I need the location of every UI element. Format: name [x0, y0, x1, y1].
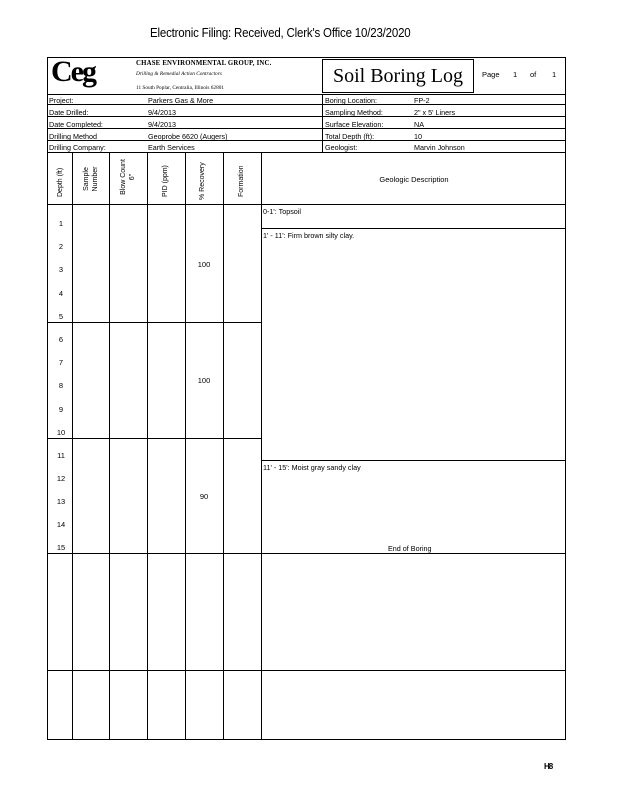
info-rule	[47, 104, 566, 105]
info-rule	[47, 116, 566, 117]
depth-5: 5	[58, 312, 64, 321]
sampling-method-value: 2" x 5' Liners	[414, 108, 456, 117]
end-rule	[47, 553, 566, 554]
page-number: 1	[513, 70, 518, 79]
depth-2: 2	[58, 242, 64, 251]
depth-4: 4	[58, 289, 64, 298]
end-of-boring: End of Boring	[388, 544, 432, 553]
blow-count-column-header: Blow Count 6"	[120, 159, 136, 195]
page-total: 1	[552, 70, 557, 79]
interval-rule	[47, 322, 261, 323]
depth-3: 3	[58, 265, 64, 274]
drilling-method-value: Geoprobe 6620 (Augers)	[148, 132, 228, 141]
layer-rule	[261, 228, 566, 229]
header-divider	[47, 94, 566, 95]
formation-column-header: Formation	[238, 165, 245, 197]
recovery-value: 100	[197, 260, 211, 269]
depth-1: 1	[58, 219, 64, 228]
geologist-value: Marvin Johnson	[414, 143, 465, 152]
column-divider	[72, 152, 73, 740]
blank-rule	[47, 670, 566, 671]
depth-8: 8	[58, 381, 64, 390]
page-footer-mark: H8	[544, 762, 553, 771]
info-divider	[322, 94, 323, 152]
depth-12: 12	[56, 474, 66, 483]
column-divider	[185, 152, 186, 740]
recovery-value: 100	[197, 376, 211, 385]
page-label: Page	[482, 70, 500, 79]
depth-6: 6	[58, 335, 64, 344]
company-address: 11 South Poplar, Centralia, Illinois 62801	[136, 85, 225, 91]
filing-stamp: Electronic Filing: Received, Clerk's Office 10/23/2020	[150, 26, 411, 40]
column-divider	[147, 152, 148, 740]
total-depth-value: 10	[414, 132, 422, 141]
date-drilled-label: Date Drilled:	[49, 108, 89, 117]
surface-elevation-value: NA	[414, 120, 424, 129]
recovery-value: 90	[199, 492, 209, 501]
project-value: Parkers Gas & More	[148, 96, 214, 105]
column-divider	[223, 152, 224, 740]
column-divider	[109, 152, 110, 740]
boring-location-label: Boring Location:	[325, 96, 377, 105]
company-subtitle: Drilling & Remedial Action Contractors	[136, 71, 222, 77]
total-depth-label: Total Depth (ft):	[325, 132, 375, 141]
depth-11: 11	[57, 451, 65, 460]
drilling-company-label: Drilling Company:	[49, 143, 106, 152]
depth-9: 9	[58, 405, 64, 414]
company-logo: Ceg	[51, 55, 95, 88]
sampling-method-label: Sampling Method:	[325, 108, 383, 117]
log-title: Soil Boring Log	[322, 59, 474, 93]
date-completed-value: 9/4/2013	[148, 120, 176, 129]
geologist-label: Geologist:	[325, 143, 358, 152]
column-header-rule	[47, 204, 566, 205]
interval-rule	[47, 438, 261, 439]
depth-column-header: Depth (ft)	[57, 167, 64, 197]
recovery-column-header: % Recovery	[199, 162, 206, 200]
date-drilled-value: 9/4/2013	[148, 108, 176, 117]
description-topsoil: 0-1': Topsoil	[263, 207, 301, 216]
depth-13: 13	[56, 497, 66, 506]
description-silty-clay: 1' - 11': Firm brown silty clay.	[263, 231, 355, 240]
page-of-label: of	[530, 70, 537, 79]
column-divider	[261, 152, 262, 740]
sample-column-header: Sample Number	[83, 166, 99, 192]
company-name: CHASE ENVIRONMENTAL GROUP, INC.	[136, 60, 272, 67]
info-rule	[47, 152, 566, 153]
description-column-header: Geologic Description	[379, 175, 449, 184]
description-sandy-clay: 11' - 15': Moist gray sandy clay	[263, 463, 361, 472]
boring-location-value: FP-2	[414, 96, 430, 105]
surface-elevation-label: Surface Elevation:	[325, 120, 384, 129]
drilling-method-label: Drilling Method	[49, 132, 97, 141]
depth-10: 10	[56, 428, 66, 437]
date-completed-label: Date Completed:	[49, 120, 103, 129]
drilling-company-value: Earth Services	[148, 143, 195, 152]
pid-column-header: PID (ppm)	[162, 165, 169, 197]
layer-rule	[261, 460, 566, 461]
info-rule	[47, 140, 566, 141]
info-rule	[47, 128, 566, 129]
depth-15: 15	[56, 543, 66, 552]
project-label: Project:	[49, 96, 74, 105]
depth-14: 14	[56, 520, 66, 529]
depth-7: 7	[58, 358, 64, 367]
